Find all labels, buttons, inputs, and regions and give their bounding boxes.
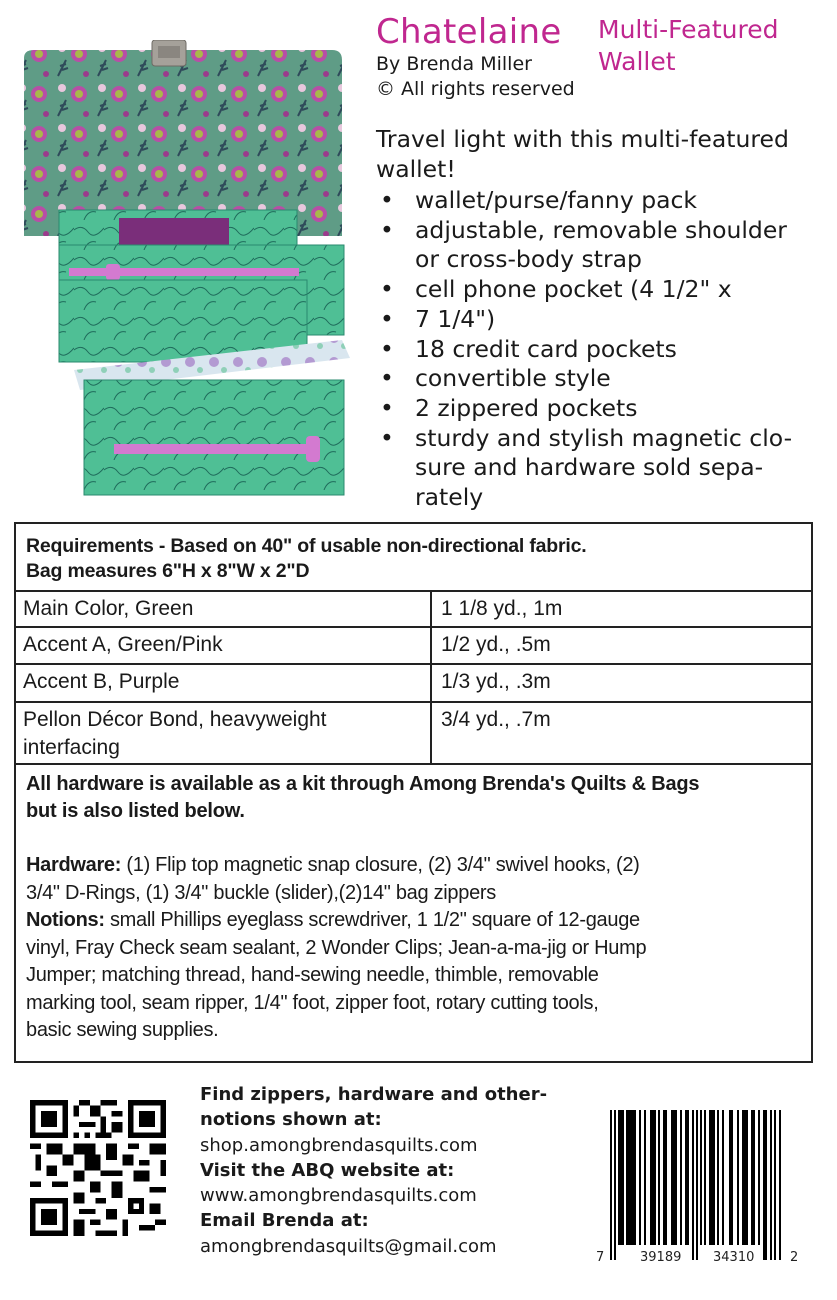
contact-info: [200, 1082, 580, 1259]
bullet-icon: •: [380, 393, 394, 422]
requirements-table: [14, 522, 813, 1063]
feature-item: • sturdy and stylish magnetic clo- sure and hardware sold sepa- rately: [380, 423, 793, 512]
material-cell: Accent A, Green/Pink: [16, 628, 432, 663]
table-row: [16, 703, 811, 765]
feature-item: • convertible style: [380, 364, 611, 393]
upc-barcode: [596, 1110, 816, 1270]
feature-item: • wallet/purse/fanny pack: [380, 186, 698, 214]
table-row: [16, 665, 811, 703]
find-label: notions shown at:: [200, 1109, 382, 1131]
notions-list: Notions: small Phillips eyeglass screwdriver, 1 1/2" square of 12-gauge vinyl, Fray Check seam sealant, 2 Wonder Clips; Jean-a-ma-jig or Hump Jumper; matching thread, hand-sewing needle, thimble, removable marking tool, seam ripper, 1/4" foot, zipper foot, rotary cutting tools, basic sewing supplies.: [26, 909, 647, 1041]
feature-item: • 2 zippered pockets: [380, 393, 638, 422]
intro-text: Travel light with this multi-featured wallet!: [376, 125, 789, 183]
amount-cell: 3/4 yd., .7m: [441, 708, 551, 731]
qr-code[interactable]: [30, 1093, 166, 1243]
byline: [376, 52, 575, 102]
feature-list: [376, 186, 826, 513]
material-cell: Pellon Décor Bond, heavyweight interfacing: [16, 703, 432, 763]
feature-item: • adjustable, removable shoulder or cross-body strap: [380, 215, 787, 274]
kit-note: All hardware is available as a kit through Among Brenda's Quilts & Bags but is also listed below.: [26, 773, 700, 822]
table-row: [16, 628, 811, 665]
amount-cell: 1/3 yd., .3m: [441, 670, 551, 693]
find-label: Find zippers, hardware and other-: [200, 1084, 548, 1105]
barcode-digit: 2: [790, 1250, 799, 1265]
bullet-icon: •: [380, 275, 394, 304]
barcode-digits: 34310: [713, 1250, 755, 1265]
shop-link[interactable]: shop.amongbrendasquilts.com: [200, 1134, 478, 1156]
hardware-label: Hardware:: [26, 854, 122, 876]
author: By Brenda Miller: [376, 53, 532, 75]
hardware-list: Hardware: (1) Flip top magnetic snap closure, (2) 3/4" swivel hooks, (2) 3/4" D-Rings, (1) 3/4" buckle (slider),(2)14" bag zippers: [26, 854, 640, 904]
barcode-digit: 7: [596, 1250, 605, 1265]
bullet-icon: •: [380, 364, 394, 393]
website-link[interactable]: www.amongbrendasquilts.com: [200, 1185, 477, 1207]
requirements-heading: Requirements - Based on 40" of usable non-directional fabric. Bag measures 6"H x 8"W x 2"D: [16, 524, 811, 592]
material-cell: Main Color, Green: [16, 592, 432, 626]
email-link[interactable]: amongbrendasquilts@gmail.com: [200, 1235, 497, 1257]
subtitle-line: Multi-Featured: [598, 15, 779, 44]
bullet-icon: •: [380, 423, 394, 452]
bullet-icon: •: [380, 304, 394, 333]
feature-item: • 18 credit card pockets: [380, 334, 677, 363]
barcode-digits: 39189: [640, 1250, 682, 1265]
hardware-notions-section: [16, 765, 811, 1061]
copyright: © All rights reserved: [376, 78, 575, 100]
bullet-icon: •: [380, 186, 394, 214]
feature-item: • cell phone pocket (4 1/2" x: [380, 275, 732, 304]
subtitle-line: Wallet: [598, 47, 676, 76]
amount-cell: 1/2 yd., .5m: [441, 633, 551, 656]
feature-item: • 7 1/4"): [380, 304, 496, 333]
material-cell: Accent B, Purple: [16, 665, 432, 701]
amount-cell: 1 1/8 yd., 1m: [441, 597, 563, 620]
email-label: Email Brenda at:: [200, 1210, 369, 1232]
website-label: Visit the ABQ website at:: [200, 1159, 455, 1181]
notions-label: Notions:: [26, 909, 105, 931]
bullet-icon: •: [380, 215, 394, 244]
wallet-product-photo: [14, 40, 354, 500]
pattern-title: Chatelaine: [376, 12, 562, 52]
table-row: [16, 592, 811, 628]
pattern-subtitle: [598, 14, 828, 78]
bullet-icon: •: [380, 334, 394, 363]
